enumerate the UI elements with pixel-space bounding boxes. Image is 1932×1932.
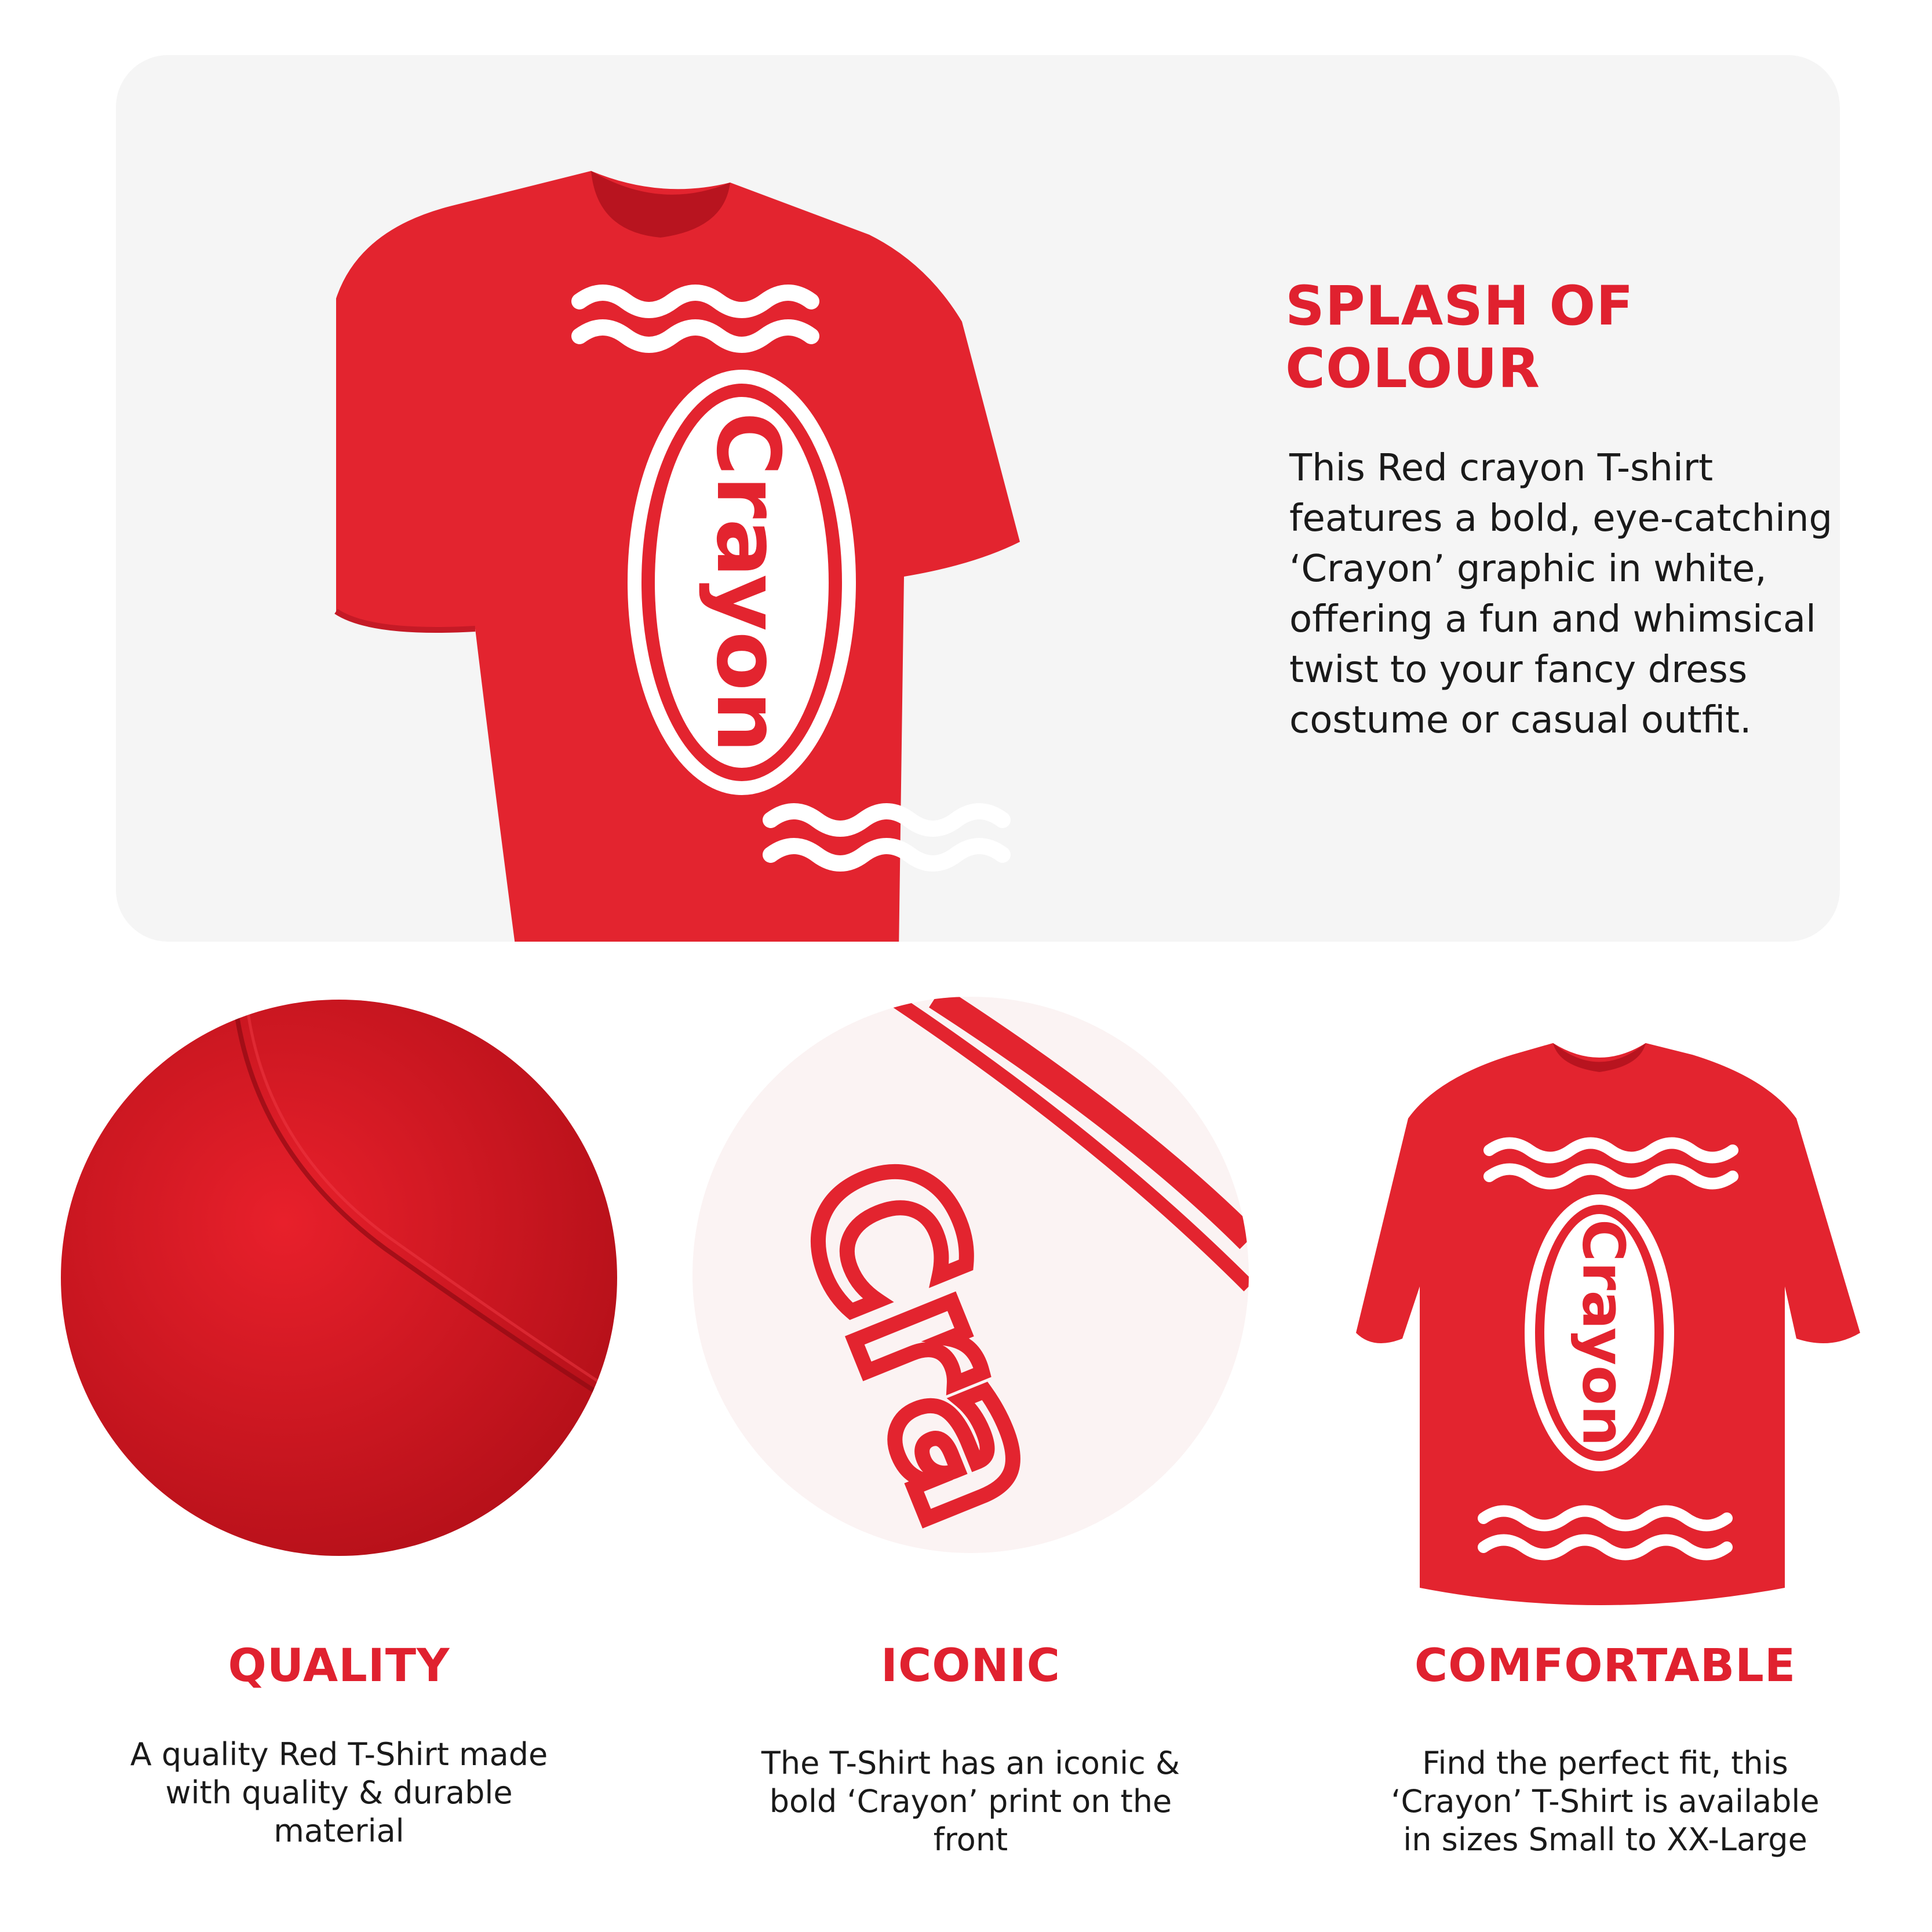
feature-description-comfortable: Find the perfect fit, this ‘Crayon’ T-Shirt is available in sizes Small to XX-Large xyxy=(1391,1745,1820,1858)
feature-description-iconic: The T-Shirt has an iconic & bold ‘Crayon’ print on the front xyxy=(761,1745,1180,1858)
tshirt-front-image xyxy=(1321,1008,1878,1628)
feature-title-iconic: ICONIC xyxy=(880,1640,1061,1692)
print-closeup-image xyxy=(692,997,1249,1553)
hero-print-text: Crayon xyxy=(697,411,798,753)
feature-title-comfortable: COMFORTABLE xyxy=(1414,1640,1796,1692)
hero-description: This Red crayon T-shirt features a bold, eye-catching ‘Crayon’ graphic in white, offering a fun and whimsical twist to your fancy dress costume or casual outfit. xyxy=(1289,447,1833,742)
feature-title-quality: QUALITY xyxy=(228,1640,450,1692)
hero-title: SPLASH OF COLOUR xyxy=(1285,275,1634,400)
print-closeup-text: Cra xyxy=(754,1129,1097,1550)
fabric-closeup-image xyxy=(61,1000,617,1556)
hero-panel xyxy=(116,55,1840,942)
feature-description-quality: A quality Red T-Shirt made with quality & durable material xyxy=(130,1736,548,1849)
hero-tshirt-image xyxy=(220,78,1205,942)
small-shirt-print-text: Crayon xyxy=(1569,1219,1638,1447)
